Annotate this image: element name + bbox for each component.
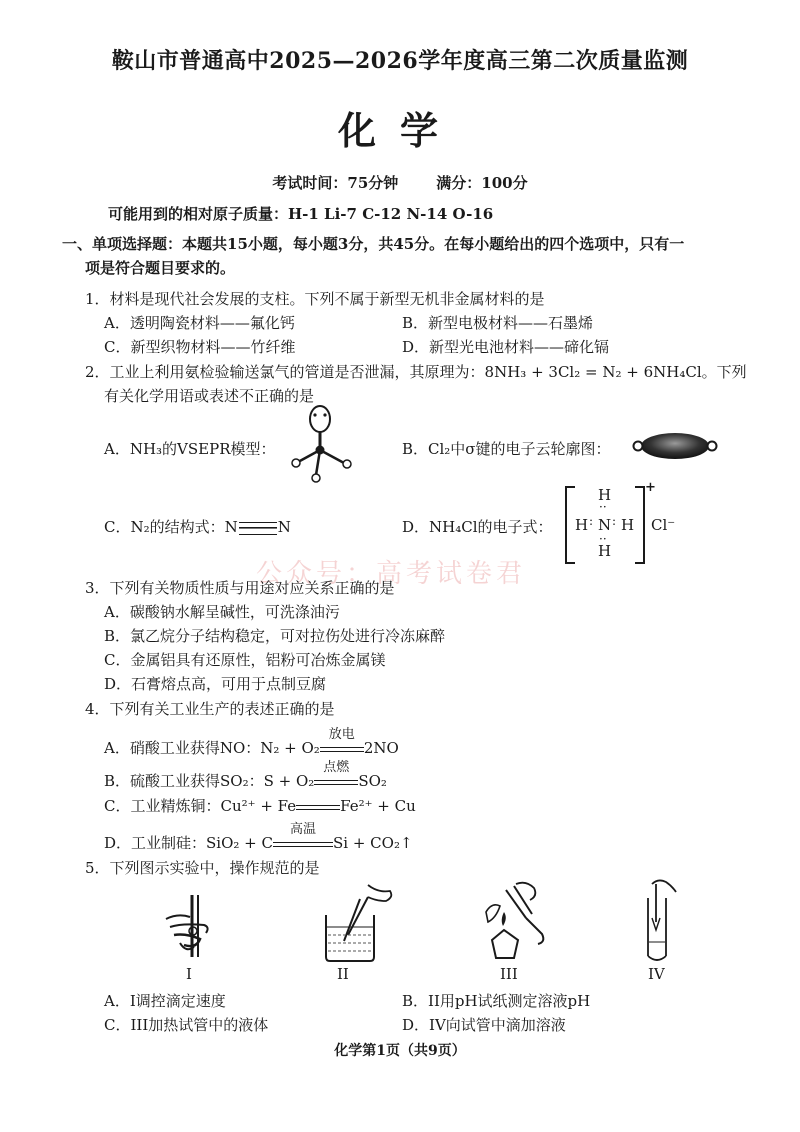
q3-option-a: A．碳酸钠水解呈碱性，可洗涤油污 xyxy=(104,603,340,621)
condition-discharge: 放电 xyxy=(328,727,355,742)
q3-option-c: C．金属铝具有还原性，铝粉可冶炼金属镁 xyxy=(104,651,386,669)
condition-high-temp: 高温 xyxy=(289,822,316,837)
q4-option-d xyxy=(104,822,413,853)
reaction-arrow-ignite xyxy=(314,760,358,790)
q5-option-c: C．III加热试管中的液体 xyxy=(104,1016,269,1034)
sigma-bond-cloud-diagram xyxy=(630,430,720,462)
q4-option-c xyxy=(104,795,416,816)
subject-title: 化学 xyxy=(337,108,462,153)
q5-option-b: B．II用pH试纸测定溶液pH xyxy=(402,992,591,1010)
experiment-2-ph-paper xyxy=(320,885,400,963)
nh4cl-electron-formula xyxy=(565,480,675,566)
vsepr-model-diagram xyxy=(290,405,360,485)
q2-stem-line2: 有关化学用语或表述不正确的是 xyxy=(104,387,315,405)
experiment-label-4: IV xyxy=(648,965,665,983)
q4-b-products: SO₂ xyxy=(358,772,387,790)
left-bracket xyxy=(565,486,575,564)
q4-d-products: Si + CO₂↑ xyxy=(333,834,413,852)
q3-stem: 3．下列有关物质性质与用途对应关系正确的是 xyxy=(85,579,395,597)
reaction-equals xyxy=(296,797,340,815)
n2-atom-1: N xyxy=(224,518,238,536)
q1-option-a: A．透明陶瓷材料——氟化钙 xyxy=(104,314,295,332)
reaction-arrow-discharge xyxy=(320,727,364,757)
q1-option-d: D．新型光电池材料——碲化镉 xyxy=(402,338,610,356)
q2-option-c xyxy=(104,516,291,537)
full-score: 满分：100分 xyxy=(436,174,528,192)
q1-stem: 1．材料是现代社会发展的支柱。下列不属于新型无机非金属材料的是 xyxy=(85,290,545,308)
q1-option-c: C．新型织物材料——竹纤维 xyxy=(104,338,296,356)
chloride-ion: Cl⁻ xyxy=(651,516,676,534)
exam-info xyxy=(0,172,800,193)
q1-option-b: B．新型电极材料——石墨烯 xyxy=(402,314,594,332)
h-atom-left: H xyxy=(575,516,589,534)
q4-a-products: 2NO xyxy=(363,739,399,757)
q4-b-reactants: B．硫酸工业获得SO₂：S + O₂ xyxy=(104,772,315,790)
n-atom: N xyxy=(598,516,612,534)
right-bracket xyxy=(635,486,645,564)
q4-c-products: Fe²⁺ + Cu xyxy=(340,797,416,815)
atomic-masses: 可能用到的相对原子质量：H-1 Li-7 C-12 N-14 O-16 xyxy=(108,205,494,223)
q5-stem: 5．下列图示实验中，操作规范的是 xyxy=(85,859,320,877)
q4-stem: 4．下列有关工业生产的表述正确的是 xyxy=(85,700,335,718)
q2-option-d-label: D．NH₄Cl的电子式： xyxy=(402,518,553,536)
h-atom-top: H xyxy=(598,486,612,504)
q4-option-a xyxy=(104,727,399,758)
section-heading-line1: 一、单项选择题：本题共15小题，每小题3分，共45分。在每小题给出的四个选项中，只有一 xyxy=(62,235,685,253)
experiment-1-burette xyxy=(160,895,220,960)
q2-stem-line1: 2．工业上利用氨检验输送氯气的管道是否泄漏，其原理为：8NH₃ + 3Cl₂ = N₂ + 6NH₄Cl。下列 xyxy=(85,363,747,381)
n2-atom-2: N xyxy=(277,518,291,536)
experiment-label-2: II xyxy=(337,965,349,983)
experiment-label-3: III xyxy=(500,965,518,983)
page-footer: 化学第1页（共9页） xyxy=(334,1043,466,1059)
q2-option-a: A．NH₃的VSEPR模型： xyxy=(104,440,276,458)
q2-option-c-label: C．N₂的结构式： xyxy=(104,518,225,536)
h-atom-right: H xyxy=(621,516,635,534)
watermark: 公众号：高考试卷君 xyxy=(256,559,527,589)
h-atom-bottom: H xyxy=(598,542,612,560)
experiment-4-dropper xyxy=(640,878,685,963)
electron-dot-right: : xyxy=(612,514,617,528)
q5-option-d: D．IV向试管中滴加溶液 xyxy=(402,1016,566,1034)
exam-time: 考试时间：75分钟 xyxy=(272,174,399,192)
q4-a-reactants: A．硝酸工业获得NO：N₂ + O₂ xyxy=(104,739,320,757)
section-heading-line2: 项是符合题目要求的。 xyxy=(85,259,236,277)
electron-pair-bottom: ·· xyxy=(599,532,607,546)
q3-option-d: D．石膏熔点高，可用于点制豆腐 xyxy=(104,675,327,693)
q3-option-b: B．氯乙烷分子结构稳定，可对拉伤处进行冷冻麻醉 xyxy=(104,627,446,645)
q5-option-a: A．I调控滴定速度 xyxy=(104,992,226,1010)
triple-bond xyxy=(239,522,277,535)
q2-option-b: B．Cl₂中σ键的电子云轮廓图： xyxy=(402,440,611,458)
condition-ignite: 点燃 xyxy=(323,760,350,775)
charge-plus: + xyxy=(645,480,656,495)
q4-c-reactants: C．工业精炼铜：Cu²⁺ + Fe xyxy=(104,797,297,815)
q4-option-b xyxy=(104,760,387,791)
experiment-label-1: I xyxy=(186,965,192,983)
exam-title: 鞍山市普通高中2025—2026学年度高三第二次质量监测 xyxy=(111,48,689,74)
electron-pair-top: ·· xyxy=(599,500,607,514)
electron-dot-left: : xyxy=(589,514,594,528)
experiment-3-heating-tube xyxy=(478,882,553,962)
q4-d-reactants: D．工业制硅：SiO₂ + C xyxy=(104,834,273,852)
reaction-arrow-high-temp xyxy=(273,822,333,852)
